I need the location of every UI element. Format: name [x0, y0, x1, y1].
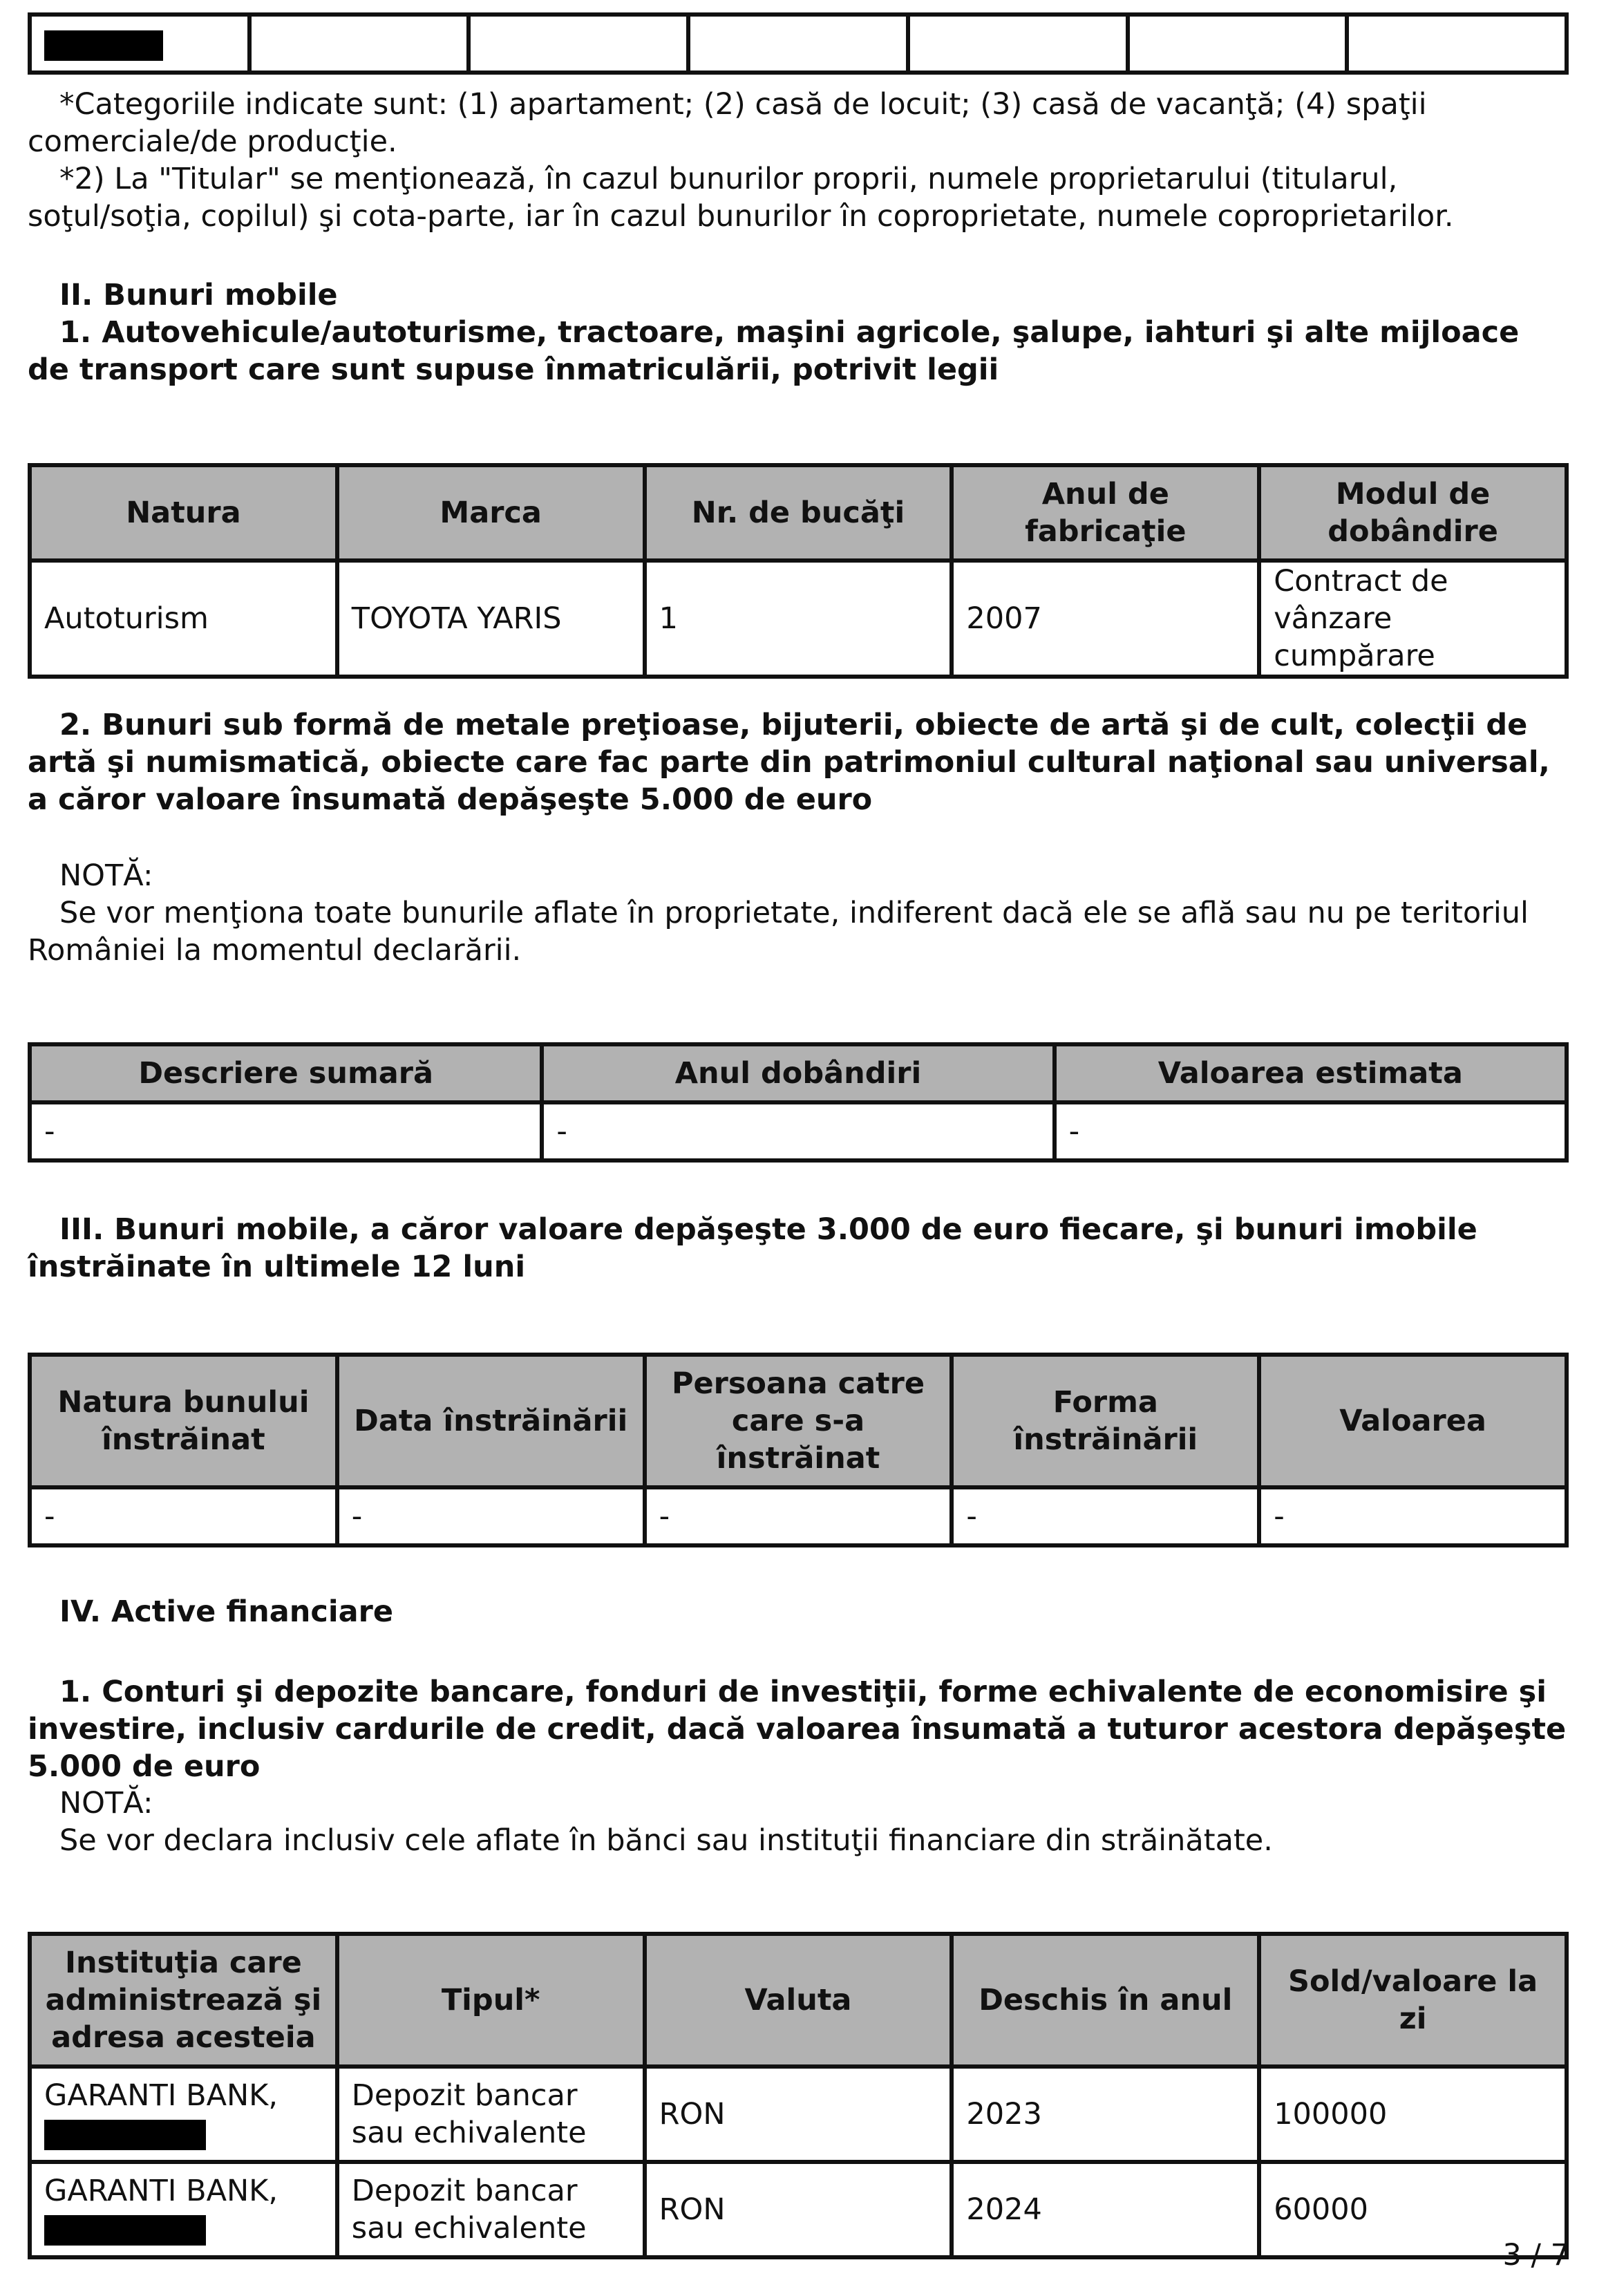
- table-cell: -: [30, 1487, 337, 1545]
- institution-name: GARANTI BANK,: [44, 2174, 278, 2208]
- table-cell: TOYOTA YARIS: [337, 561, 645, 677]
- table-row: [30, 2067, 1567, 2162]
- notes-block: [28, 86, 1569, 235]
- table-cell: 2024: [952, 2162, 1259, 2257]
- table-cell: Depozit bancar sau echivalente: [337, 2067, 645, 2162]
- valuables-table: [28, 1042, 1569, 1163]
- column-header: Data înstrăinării: [337, 1355, 645, 1487]
- table-cell: -: [645, 1487, 952, 1545]
- table-cell: 100000: [1259, 2067, 1567, 2162]
- nota-text: Se vor declara inclusiv cele aflate în bănci sau instituţii financiare din străinătate.: [59, 1823, 1273, 1858]
- column-header: Tipul*: [337, 1934, 645, 2067]
- nota-label: NOTĂ:: [59, 858, 153, 893]
- section-heading: III. Bunuri mobile, a căror valoare depăşeşte 3.000 de euro fiecare, şi bunuri imobile înstrăinate în ultimele 12 luni: [28, 1212, 1477, 1284]
- table-row: [30, 1102, 1567, 1160]
- table-header-row: [30, 465, 1567, 561]
- institution-name: GARANTI BANK,: [44, 2078, 278, 2113]
- table-cell: Depozit bancar sau echivalente: [337, 2162, 645, 2257]
- table-cell: 2007: [952, 561, 1259, 677]
- section-2-header: [28, 276, 1569, 388]
- column-header: Natura bunului înstrăinat: [30, 1355, 337, 1487]
- table-cell: RON: [645, 2162, 952, 2257]
- column-header: Persoana catre care s-a înstrăinat: [645, 1355, 952, 1487]
- table-cell: [30, 2162, 337, 2257]
- note-titular: *2) La "Titular" se menţionează, în cazul bunurilor proprii, numele proprietarului (titularul, soţul/soţia, copilul) şi cota-parte, iar în cazul bunurilor în coproprietate, numele coproprietarilor.: [28, 162, 1454, 234]
- column-header: Descriere sumară: [30, 1044, 542, 1102]
- table-cell: -: [1259, 1487, 1567, 1545]
- table-cell: 1: [645, 561, 952, 677]
- nota-block: [28, 1785, 1569, 1859]
- redacted-block: [44, 2215, 206, 2246]
- column-header: Anul dobândiri: [542, 1044, 1054, 1102]
- column-header: Valuta: [645, 1934, 952, 2067]
- table-cell: -: [30, 1102, 542, 1160]
- redacted-block: [44, 30, 163, 61]
- table-cell: [469, 15, 688, 73]
- page-number: 3 / 7: [1502, 2238, 1569, 2273]
- section-heading: IV. Active financiare: [59, 1594, 393, 1629]
- table-cell: 60000: [1259, 2162, 1567, 2257]
- table-cell: [30, 2067, 337, 2162]
- note-categories: *Categoriile indicate sunt: (1) apartament; (2) casă de locuit; (3) casă de vacanţă; (4) spaţii comerciale/de producţie.: [28, 87, 1427, 159]
- alienated-assets-table: [28, 1353, 1569, 1547]
- column-header: Instituţia care administrează şi adresa acesteia: [30, 1934, 337, 2067]
- table-cell: RON: [645, 2067, 952, 2162]
- table-row: [30, 15, 1567, 73]
- table-cell: -: [542, 1102, 1054, 1160]
- table-cell: [249, 15, 469, 73]
- table-cell: [30, 15, 249, 73]
- table-cell: -: [1055, 1102, 1567, 1160]
- table-cell: [688, 15, 908, 73]
- valuables-intro: [28, 706, 1569, 818]
- table-row: [30, 561, 1567, 677]
- column-header: Valoarea: [1259, 1355, 1567, 1487]
- table-row: [30, 2162, 1567, 2257]
- subsection-heading: 2. Bunuri sub formă de metale preţioase, bijuterii, obiecte de artă şi de cult, colecţii de artă şi numismatică, obiecte care fac parte din patrimoniul cultural naţional sau universal, a căror valoare însumată depăşeşte 5.000 de euro: [28, 708, 1550, 817]
- table-cell: [1347, 15, 1567, 73]
- column-header: Modul de dobândire: [1259, 465, 1567, 561]
- section-4-header: [28, 1593, 1569, 1630]
- table-cell: -: [952, 1487, 1259, 1545]
- column-header: Marca: [337, 465, 645, 561]
- table-header-row: [30, 1044, 1567, 1102]
- nota-text: Se vor menţiona toate bunurile aflate în proprietate, indiferent dacă ele se află sau nu pe teritoriul României la momentul declarării.: [28, 896, 1529, 968]
- table-cell: [908, 15, 1128, 73]
- nota-label: NOTĂ:: [59, 1786, 153, 1820]
- subsection-heading: 1. Conturi şi depozite bancare, fonduri de investiţii, forme echivalente de economisire şi investire, inclusiv cardurile de credit, dacă valoarea însumată a tuturor acestora depăşeşte 5.000 de euro: [28, 1675, 1567, 1784]
- table-cell: 2023: [952, 2067, 1259, 2162]
- subsection-heading: 1. Autovehicule/autoturisme, tractoare, maşini agricole, şalupe, iahturi şi alte mijloace de transport care sunt supuse înmatriculării, potrivit legii: [28, 315, 1520, 387]
- redacted-block: [44, 2120, 206, 2150]
- table-header-row: [30, 1355, 1567, 1487]
- accounts-intro: [28, 1673, 1569, 1785]
- column-header: Sold/valoare la zi: [1259, 1934, 1567, 2067]
- bank-accounts-table: [28, 1932, 1569, 2259]
- section-heading: II. Bunuri mobile: [59, 278, 338, 312]
- section-3-header: [28, 1211, 1569, 1286]
- column-header: Natura: [30, 465, 337, 561]
- column-header: Deschis în anul: [952, 1934, 1259, 2067]
- column-header: Anul de fabricaţie: [952, 465, 1259, 561]
- column-header: Valoarea estimata: [1055, 1044, 1567, 1102]
- vehicles-table: [28, 463, 1569, 679]
- nota-block: [28, 857, 1569, 969]
- column-header: Forma înstrăinării: [952, 1355, 1259, 1487]
- table-row: [30, 1487, 1567, 1545]
- column-header: Nr. de bucăţi: [645, 465, 952, 561]
- top-partial-table: [28, 12, 1569, 75]
- table-cell: [1128, 15, 1348, 73]
- table-cell: -: [337, 1487, 645, 1545]
- table-header-row: [30, 1934, 1567, 2067]
- table-cell: Autoturism: [30, 561, 337, 677]
- table-cell: Contract de vânzare cumpărare: [1259, 561, 1567, 677]
